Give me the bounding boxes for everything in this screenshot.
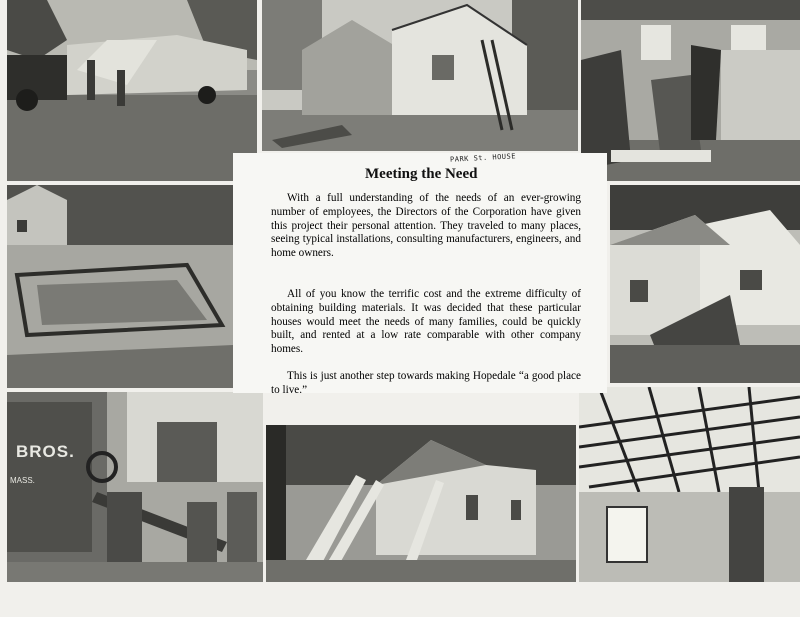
photo-concrete-truck	[7, 392, 263, 582]
paragraph-1: With a full understanding of the needs of an ever-growing number of employees, the Directors of the Corporation have given this project their personal attention. They traveled to many places, seeing typical installations, consulting manufacturers, engineers, and home owners.	[271, 192, 581, 260]
text-panel	[233, 153, 607, 393]
truck-sign: BROS.	[16, 442, 75, 461]
truck-sign-line2: MASS.	[10, 476, 35, 485]
page-title: Meeting the Need	[365, 166, 478, 182]
paragraph-3: This is just another step towards making Hopedale “a good place to live.”	[271, 370, 581, 396]
photo-interior-workers	[581, 0, 800, 181]
paragraph-2: All of you know the terrific cost and the extreme difficulty of obtaining building materials. It was decided that these particular houses would meet the needs of many families, could be quickly built, and rented at a low rate comparable with other company homes.	[271, 288, 581, 356]
photo-ceiling-framing	[579, 387, 800, 582]
photo-braced-house	[266, 425, 576, 582]
photo-house-raising	[262, 0, 578, 151]
handwritten-note: PARK St. HOUSE	[449, 152, 517, 164]
photo-finished-house	[610, 185, 800, 383]
photo-truck-delivery	[7, 0, 257, 181]
photo-foundation	[7, 185, 233, 388]
